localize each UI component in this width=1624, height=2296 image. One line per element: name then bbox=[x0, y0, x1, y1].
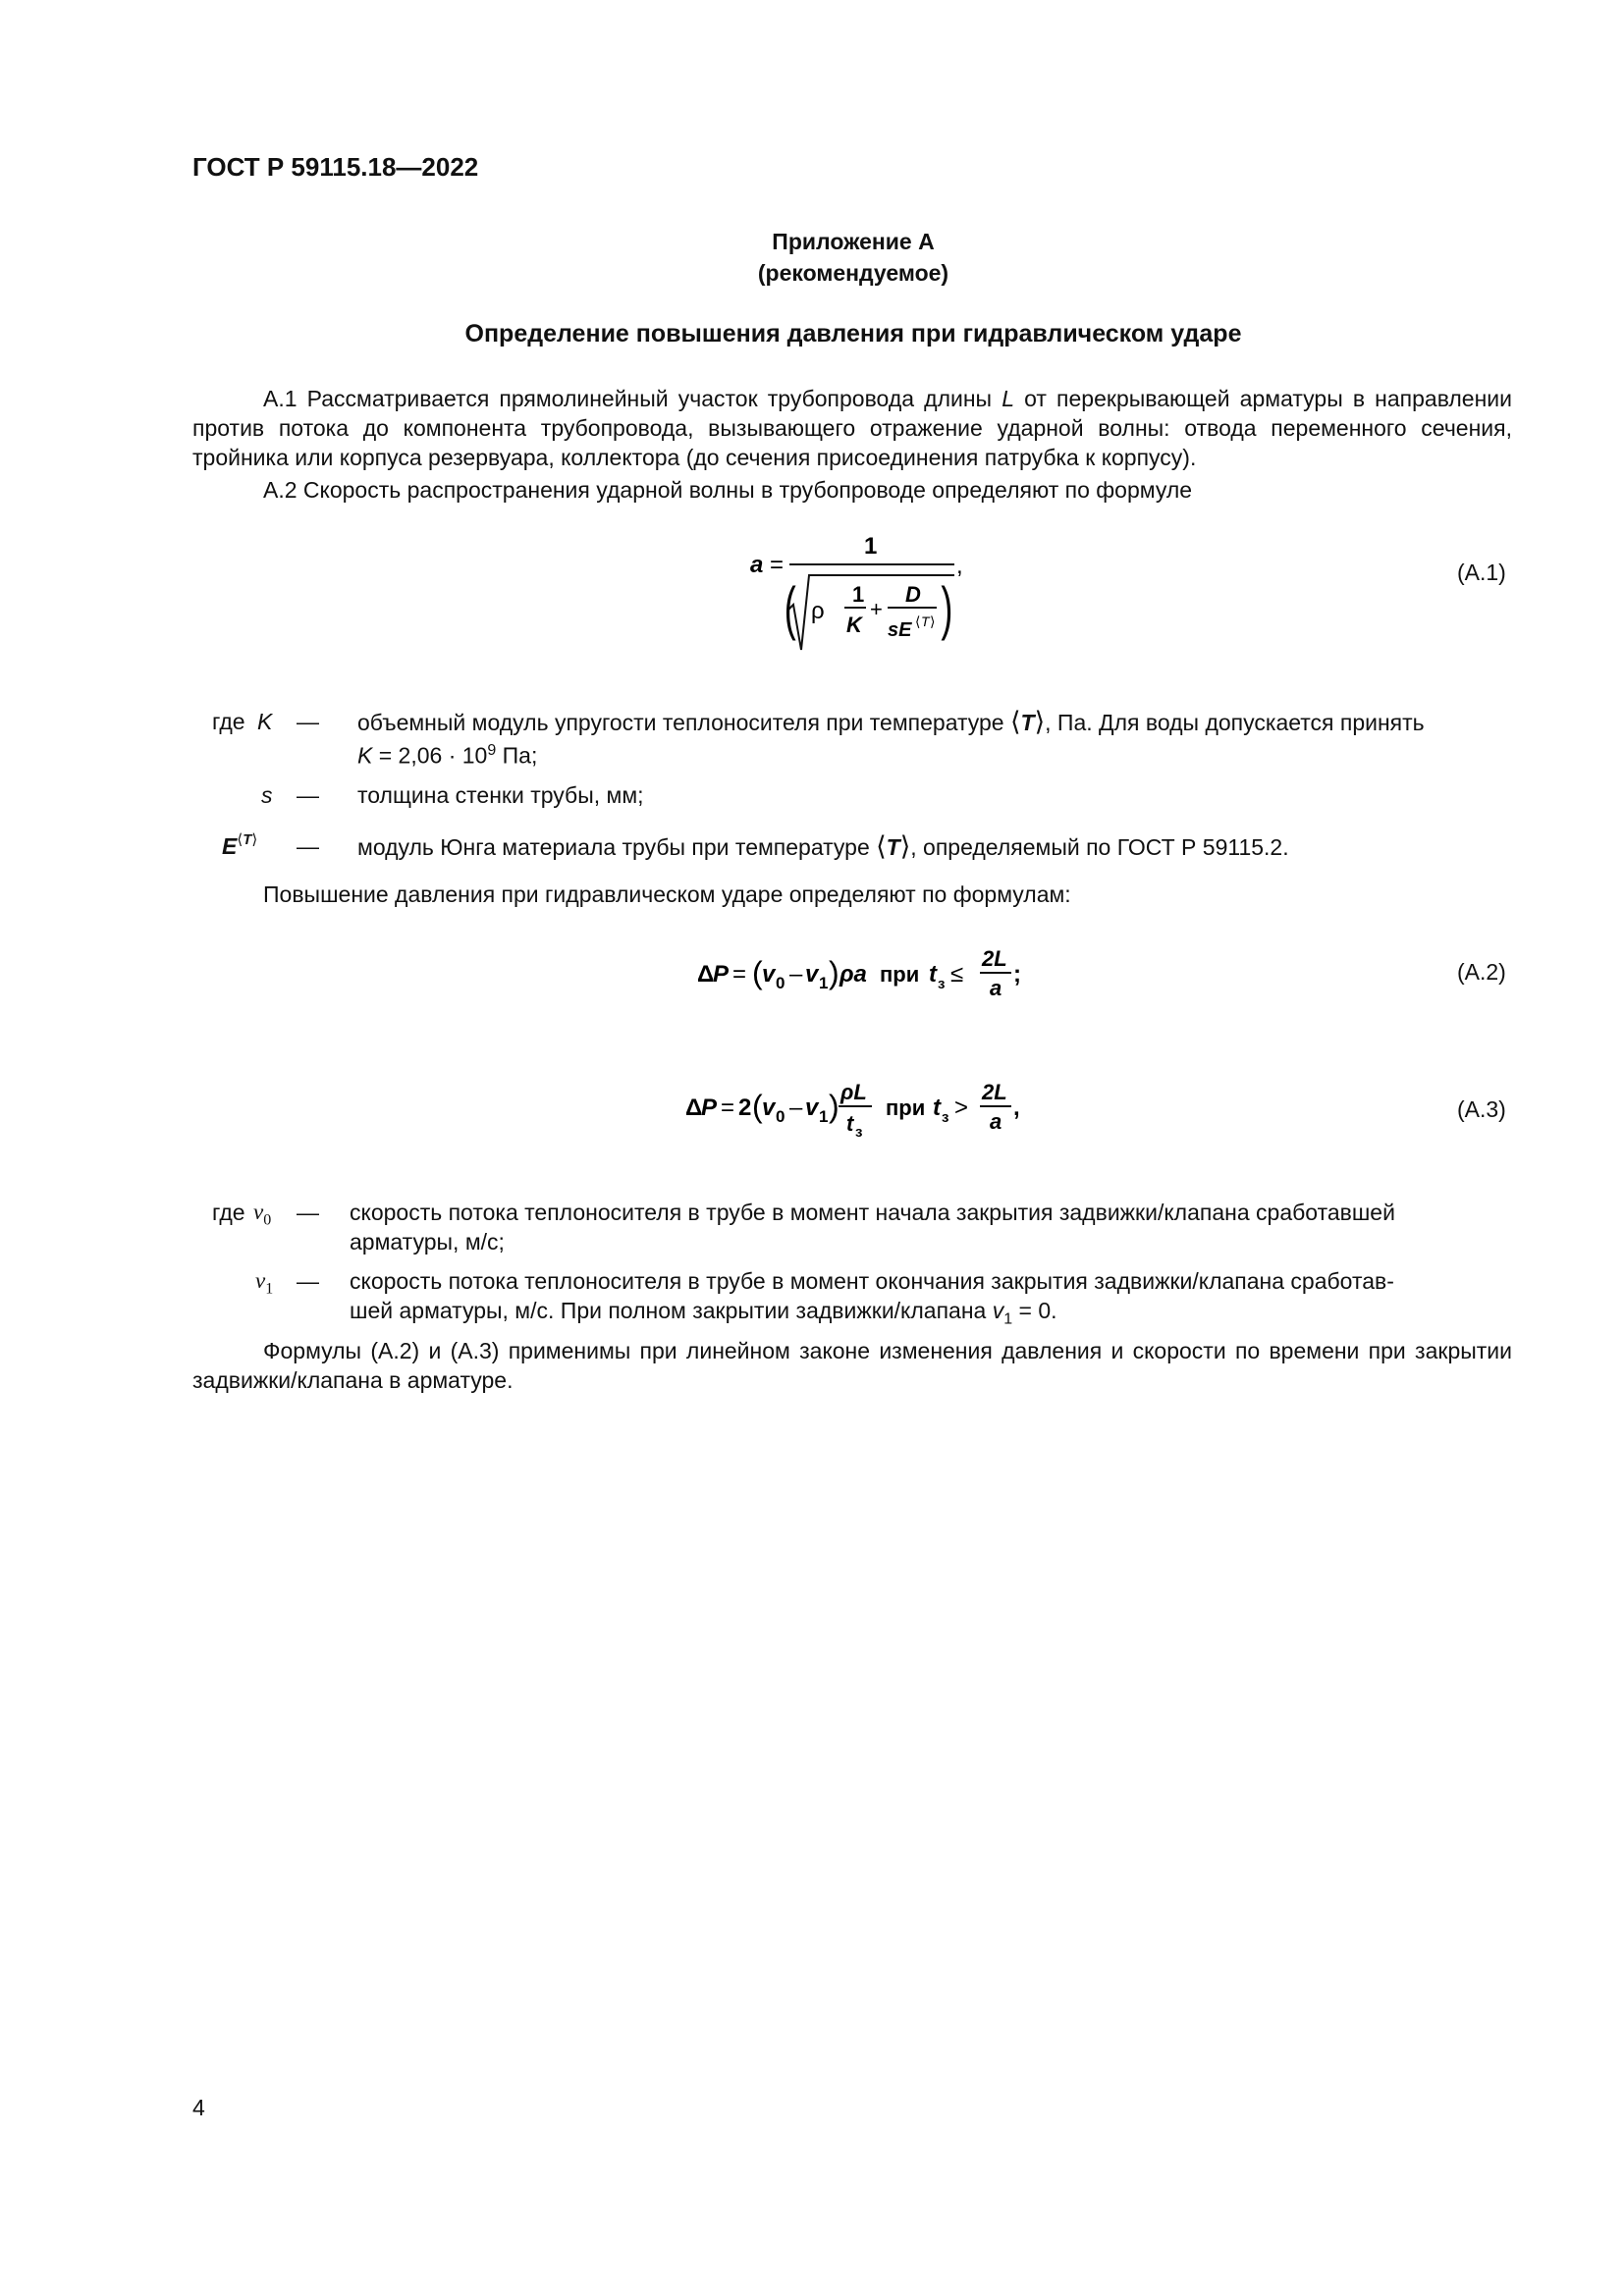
term-v0-line1: скорость потока теплоносителя в трубе в момент начала закрытия задвижки/клапана сработавшей bbox=[350, 1200, 1395, 1225]
v0-symbol-sub: 0 bbox=[263, 1211, 272, 1229]
term-v1-symbol bbox=[255, 1266, 273, 1305]
v1-symbol-base: v bbox=[255, 1268, 266, 1293]
term-s-symbol: s bbox=[261, 782, 273, 808]
f1-numerator: 1 bbox=[864, 533, 878, 560]
annex-label: Приложение А bbox=[772, 229, 935, 254]
standard-designation: ГОСТ Р 59115.18—2022 bbox=[192, 152, 479, 182]
f3-sub0: 0 bbox=[776, 1107, 785, 1126]
term-v1-dash: — bbox=[297, 1268, 319, 1294]
f2-sub0: 0 bbox=[776, 974, 785, 992]
f3-two: 2 bbox=[738, 1095, 752, 1121]
term-k-text-1: объемный модуль упругости теплоносителя при температуре bbox=[357, 710, 1010, 735]
term-k-text-2: , Па. Для воды допускается принять bbox=[1045, 710, 1425, 735]
f3-frac-num: ρL bbox=[840, 1080, 867, 1104]
final-paragraph: Формулы (А.2) и (А.3) применимы при линейном законе изменения давления и скорости по времени при закрытии задвижки/клапана в арматуре. bbox=[192, 1338, 1512, 1393]
f3-frac-den: t bbox=[846, 1111, 854, 1136]
term-e-definition bbox=[357, 831, 1289, 862]
equation-number-a1: (А.1) bbox=[1457, 560, 1506, 585]
f2-num: 2L bbox=[982, 946, 1007, 971]
k-water-exponent: 9 bbox=[487, 742, 497, 759]
f1-frac1-num: 1 bbox=[852, 582, 865, 607]
where-label-2: где bbox=[212, 1200, 245, 1225]
f3-paren-left: ( bbox=[752, 1089, 763, 1124]
k-water-value-1: = 2,06 · 10 bbox=[372, 742, 488, 769]
v1-line2-sub: 1 bbox=[1003, 1310, 1013, 1328]
k-water-symbol: K bbox=[357, 742, 373, 769]
f2-t: t bbox=[929, 961, 937, 988]
f2-minus: – bbox=[789, 961, 803, 988]
term-v0-symbol bbox=[253, 1198, 271, 1236]
f2-p: P bbox=[713, 961, 730, 988]
term-e-text-2: , определяемый по ГОСТ Р 59115.2. bbox=[910, 834, 1289, 860]
a1-var-l: L bbox=[1001, 386, 1014, 411]
pressure-intro-paragraph: Повышение давления при гидравлическом ударе определяют по формулам: bbox=[263, 881, 1071, 907]
k-angle-left: ⟨ bbox=[1010, 707, 1021, 736]
f2-t-sub: з bbox=[938, 976, 946, 992]
f2-delta: Δ bbox=[697, 961, 715, 988]
f1-eq: = bbox=[770, 552, 785, 578]
term-k-water-value bbox=[357, 736, 537, 771]
v1-line2-text-2: = 0. bbox=[1012, 1298, 1057, 1323]
f2-v0: v bbox=[762, 961, 776, 988]
f3-t-sub: з bbox=[942, 1109, 949, 1126]
term-v1-line2 bbox=[350, 1296, 1057, 1335]
f2-sub1: 1 bbox=[819, 974, 829, 992]
f1-rho: ρ bbox=[811, 598, 825, 624]
f3-paren-right: ) bbox=[829, 1089, 839, 1124]
v1-line2-var: v bbox=[992, 1298, 1004, 1323]
equation-number-a3: (А.3) bbox=[1457, 1096, 1506, 1122]
f2-den: a bbox=[990, 976, 1002, 1000]
f1-plus: + bbox=[870, 597, 883, 621]
paragraph-a2: А.2 Скорость распространения ударной волны в трубопроводе определяют по формуле bbox=[263, 477, 1193, 503]
k-water-value-2: Па; bbox=[496, 742, 538, 769]
e-temperature-t: T bbox=[886, 834, 900, 860]
f3-eq: = bbox=[721, 1095, 735, 1121]
f2-v1: v bbox=[805, 961, 819, 988]
f2-pri: при bbox=[880, 962, 920, 987]
formula-a3 bbox=[677, 1066, 1051, 1154]
f3-comma: , bbox=[1013, 1095, 1020, 1121]
f1-frac1-den: K bbox=[846, 613, 862, 637]
term-s-definition: толщина стенки трубы, мм; bbox=[357, 782, 644, 808]
f3-t: t bbox=[933, 1095, 941, 1121]
f2-eq: = bbox=[732, 961, 747, 988]
a1-text-part1: А.1 Рассматривается прямолинейный участок трубопровода длины bbox=[263, 386, 1002, 411]
f3-sub1: 1 bbox=[819, 1107, 829, 1126]
term-v0-line2: арматуры, м/с; bbox=[350, 1229, 505, 1255]
a1-text-part2: от перекрывающей арматуры в направлении против потока до компонента трубопровода, вызывающего отражение ударной волны: отвода переменного сечения, тройника или корпуса резервуара, коллектора (до сечения присоединения патрубка к корпусу). bbox=[192, 386, 1512, 470]
f2-paren-right: ) bbox=[829, 955, 839, 990]
formula-a1 bbox=[727, 530, 1001, 658]
f3-v0: v bbox=[762, 1095, 776, 1121]
term-s-dash: — bbox=[297, 782, 319, 808]
f2-paren-left: ( bbox=[752, 955, 763, 990]
f1-paren-right: ) bbox=[941, 575, 953, 642]
e-symbol-base: E bbox=[222, 833, 238, 859]
f3-pri: при bbox=[886, 1095, 926, 1120]
f3-minus: – bbox=[789, 1095, 803, 1121]
f1-lhs: a bbox=[750, 552, 764, 578]
k-angle-right: ⟩ bbox=[1034, 707, 1046, 736]
where-label-1: где bbox=[212, 709, 245, 734]
f3-v1: v bbox=[805, 1095, 819, 1121]
f1-comma: , bbox=[956, 553, 963, 579]
annex-status: (рекомендуемое) bbox=[757, 260, 949, 286]
term-k-dash: — bbox=[297, 709, 319, 734]
f1-angle-right: ⟩ bbox=[930, 614, 936, 629]
equation-number-a2: (А.2) bbox=[1457, 959, 1506, 985]
f3-frac-den-sub: з bbox=[855, 1124, 863, 1141]
e-symbol-superscript: ⟨T⟩ bbox=[237, 831, 258, 848]
f2-le: ≤ bbox=[950, 961, 964, 988]
f3-num: 2L bbox=[982, 1080, 1007, 1104]
v0-symbol-base: v bbox=[253, 1200, 264, 1224]
formula-a2 bbox=[687, 933, 1041, 1011]
e-angle-right: ⟩ bbox=[899, 831, 911, 861]
e-angle-left: ⟨ bbox=[876, 831, 887, 861]
annex-title: Определение повышения давления при гидравлическом ударе bbox=[464, 320, 1242, 347]
f1-angle-left: ⟨ bbox=[915, 614, 921, 629]
e-symbol-t: T bbox=[243, 831, 252, 848]
f2-semicolon: ; bbox=[1013, 961, 1021, 988]
k-temperature-t: T bbox=[1020, 710, 1035, 735]
term-v1-line1: скорость потока теплоносителя в трубе в момент окончания закрытия задвижки/клапана сработав- bbox=[350, 1268, 1394, 1294]
f3-den: a bbox=[990, 1109, 1002, 1134]
f1-frac2-num: D bbox=[905, 582, 921, 607]
v1-symbol-sub: 1 bbox=[265, 1280, 274, 1298]
term-e-dash: — bbox=[297, 833, 319, 859]
term-k-definition bbox=[357, 707, 1516, 737]
v1-line2-text-1: шей арматуры, м/с. При полном закрытии задвижки/клапана bbox=[350, 1298, 993, 1323]
f3-p: P bbox=[701, 1095, 718, 1121]
page-number: 4 bbox=[192, 2095, 205, 2120]
f3-delta: Δ bbox=[685, 1095, 703, 1121]
paragraph-a1 bbox=[192, 384, 1512, 472]
term-v0-dash: — bbox=[297, 1200, 319, 1225]
f2-rho-a: ρa bbox=[839, 961, 867, 988]
f1-t: T bbox=[921, 614, 930, 629]
f1-paren-left: ( bbox=[784, 575, 796, 642]
term-e-symbol bbox=[222, 831, 257, 865]
term-k-symbol: K bbox=[257, 709, 273, 734]
f1-frac2-den-base: sE bbox=[888, 619, 912, 641]
term-e-text-1: модуль Юнга материала трубы при температуре bbox=[357, 834, 877, 860]
f3-gt: > bbox=[954, 1095, 969, 1121]
